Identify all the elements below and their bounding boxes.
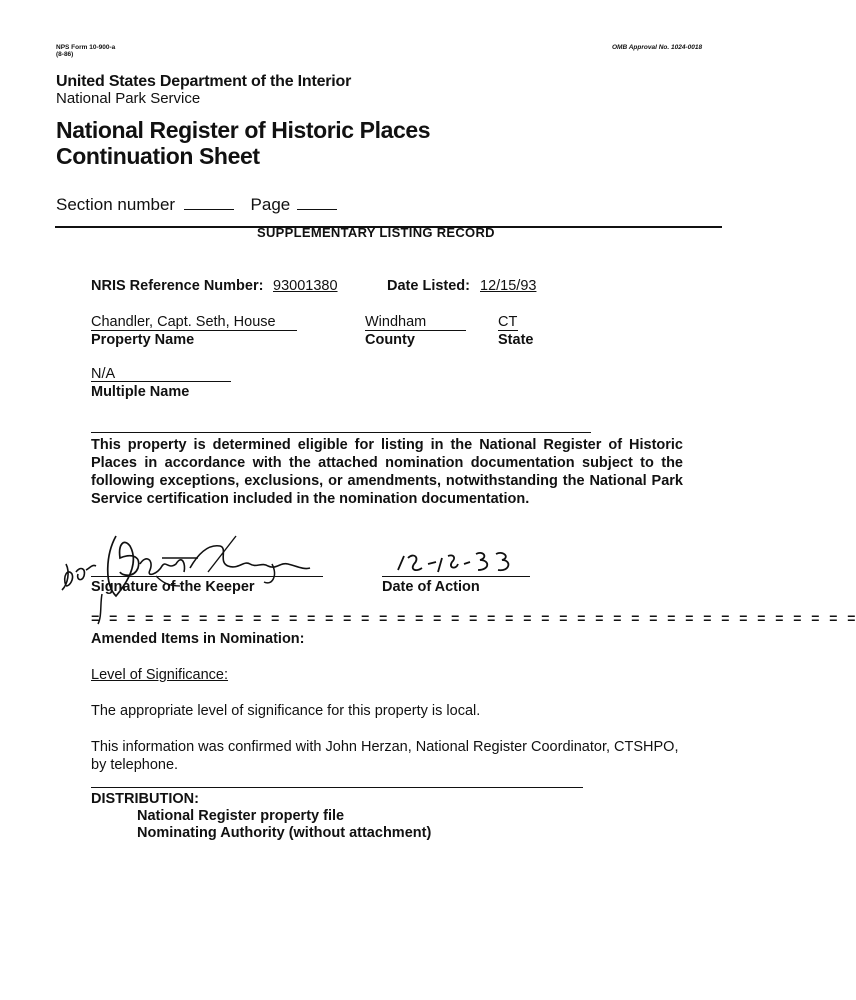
date-listed-label: Date Listed: [387,278,470,294]
amended-heading: Amended Items in Nomination: [91,631,305,647]
confirmation-text: This information was confirmed with John Herzan, National Register Coordinator, CTSHPO, by telephone. [91,739,679,773]
form-date: (8-86) [56,51,74,58]
state-line [498,330,518,331]
distribution-heading: DISTRIBUTION: [91,791,199,807]
page-title: National Register of Historic Places [56,117,431,143]
page-number-field [297,195,337,210]
section-number-field [184,195,234,210]
eligibility-statement: This property is determined eligible for listing in the National Register of Historic Places in accordance with the attached nomination documentation subject to the following exceptions, exclusions, or amendments, notwithstanding the National Park Service certification included in the nomination documentation. [91,437,683,507]
section-number-label: Section number [56,195,176,214]
property-name-line [91,330,297,331]
department-name: United States Department of the Interior [56,73,352,90]
property-name-value: Chandler, Capt. Seth, House [91,314,276,330]
nris-label: NRIS Reference Number: [91,278,264,294]
action-date-rule [382,576,530,577]
action-date-label: Date of Action [382,579,480,595]
service-name: National Park Service [56,90,201,107]
eligibility-rule [91,432,591,433]
nris-value: 93001380 [273,278,338,294]
multiple-name-label: Multiple Name [91,384,190,400]
form-number: NPS Form 10-900-a [56,44,116,51]
distribution-item: National Register property file [137,808,345,824]
keeper-signature-icon [58,524,348,624]
record-title: SUPPLEMENTARY LISTING RECORD [257,225,495,240]
significance-text: The appropriate level of significance for this property is local. [91,703,481,719]
section-page-line [56,195,337,215]
page-label: Page [250,195,291,214]
multiple-name-value: N/A [91,366,116,382]
county-value: Windham [365,314,427,330]
signature-rule [91,576,323,577]
page-subtitle: Continuation Sheet [56,143,260,169]
county-label: County [365,332,415,348]
omb-approval: OMB Approval No. 1024-0018 [612,44,703,51]
signature-label: Signature of the Keeper [91,579,255,595]
date-listed-value: 12/15/93 [480,278,537,294]
property-name-label: Property Name [91,332,195,348]
multiple-name-line [91,381,231,382]
significance-heading: Level of Significance: [91,667,229,683]
distribution-item: Nominating Authority (without attachment) [137,825,432,841]
state-label: State [498,332,534,348]
county-line [365,330,466,331]
state-value: CT [498,314,518,330]
distribution-rule [91,787,583,788]
action-date-handwriting-icon [392,546,532,578]
separator-line: = = = = = = = = = = = = = = = = = = = = = = = = = = = = = = = = = = = = = = = = = = = [91,612,856,628]
